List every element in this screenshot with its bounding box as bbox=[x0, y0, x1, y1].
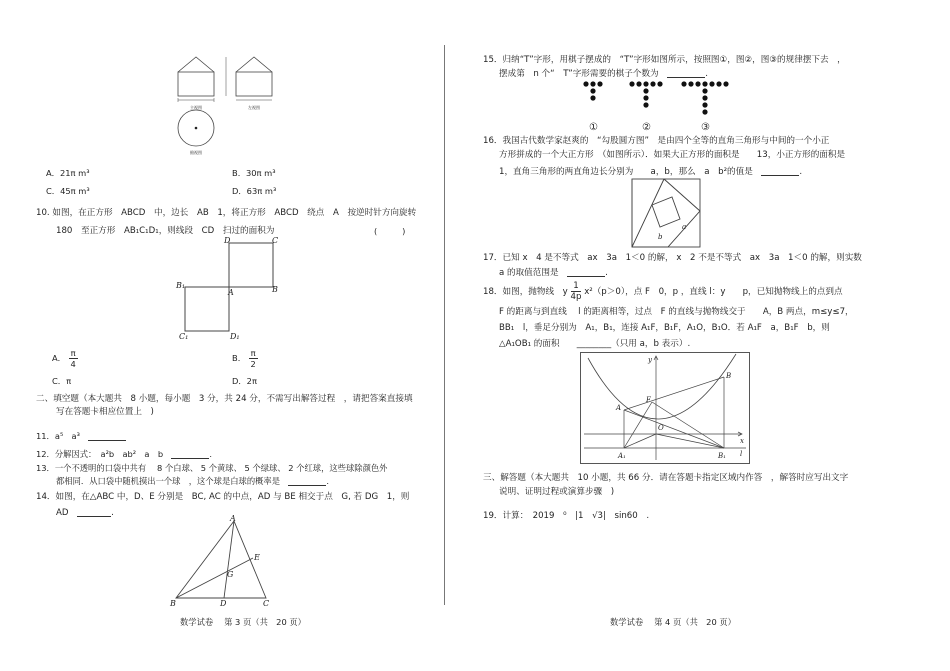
q10-option-a-den: 4 bbox=[70, 359, 76, 369]
q19: 19．计算： 2019 ⁰ |1 √3| sin60 . bbox=[483, 511, 650, 521]
q13-line2: 都相同．从口袋中随机摸出一个球 ，这个球是白球的概率是 . bbox=[56, 476, 329, 486]
q14-line1: 14．如图，在△ABC 中，D、E 分别是 BC, AC 的中点，AD 与 BE 相交于点 G, 若 DG 1，则 bbox=[36, 492, 410, 502]
label-G: G bbox=[227, 570, 234, 579]
q14-answer-blank bbox=[77, 507, 111, 517]
label-C: C bbox=[263, 599, 270, 608]
label-B: B bbox=[170, 599, 176, 608]
rotated-square-figure bbox=[176, 234, 286, 342]
t-shape-3-label: ③ bbox=[701, 122, 710, 133]
page-divider bbox=[444, 45, 445, 605]
label-A1: A₁ bbox=[618, 452, 626, 460]
label-B: B bbox=[272, 285, 278, 294]
page-4-footer: 数学试卷 第 4 页（共 20 页） bbox=[610, 617, 736, 627]
label-C1: C₁ bbox=[179, 332, 189, 341]
q9-option-c: C．45π m³ bbox=[46, 186, 90, 196]
label-y: y bbox=[648, 356, 652, 364]
q18-den: 4p bbox=[570, 292, 582, 302]
top-view-label: 俯视图 bbox=[190, 150, 202, 155]
label-F: F bbox=[646, 396, 651, 404]
q13-answer-blank bbox=[288, 476, 326, 486]
label-B1: B₁ bbox=[718, 452, 726, 460]
section3-line1: 三、解答题（本大题共 10 小题，共 66 分．请在答题卡指定区域内作答 ，解答时应写出文字 bbox=[483, 473, 849, 483]
parabola-figure bbox=[580, 352, 750, 464]
q15-line2-text: 摆成第 n 个“ T”字形需要的棋子个数为 bbox=[499, 69, 659, 79]
q17-line2-text: a 的取值范围是 bbox=[499, 268, 559, 278]
page-3 bbox=[0, 0, 440, 671]
section2-line1: 二、填空题（本大题共 8 小题，每小题 3 分，共 24 分，不需写出解答过程 ，请把答案直接填 bbox=[36, 394, 413, 404]
label-D: D bbox=[220, 599, 227, 608]
label-A: A bbox=[228, 288, 234, 297]
q10-option-a-fraction bbox=[69, 348, 78, 369]
label-D: D bbox=[224, 236, 231, 245]
q9-option-d: D．63π m³ bbox=[232, 186, 277, 196]
q18-line1 bbox=[483, 281, 843, 302]
q15-line1: 15．归纳“T”字形，用棋子摆成的 “T”字形如图所示，按照图①，图②，图③的规律摆下去 ， bbox=[483, 55, 846, 65]
label-D1: D₁ bbox=[230, 332, 240, 341]
t-shape-figure bbox=[580, 78, 730, 134]
section2-line2: 写在答题卡相应位置上 ) bbox=[56, 407, 154, 417]
label-x: x bbox=[740, 437, 744, 445]
q13-line2-text: 都相同．从口袋中随机摸出一个球 ，这个球是白球的概率是 bbox=[56, 476, 281, 486]
label-O: O bbox=[658, 424, 664, 432]
q12: 12．分解因式： a²b ab² a b . bbox=[36, 449, 213, 459]
q10-option-b bbox=[232, 348, 258, 369]
q17-line1: 17．已知 x 4 是不等式 ax 3a 1＜0 的解， x 2 不是不等式 ax 3a 1＜0 的解，则实数 bbox=[483, 253, 862, 263]
q10-answer-paren: ( ) bbox=[374, 226, 406, 236]
q10-option-b-fraction bbox=[249, 348, 258, 369]
q11 bbox=[36, 431, 126, 442]
q18-post: x²（p＞0），点 F 0，p ，直线 l：y p，已知抛物线上的点到点 bbox=[584, 287, 843, 297]
q16-line3: 1，直角三角形的两直角边长分别为 a，b，那么 a b²的值是 . bbox=[499, 167, 803, 177]
q10-option-c: C．π bbox=[52, 376, 72, 386]
q10-option-a-num: π bbox=[70, 348, 76, 358]
label-a: a bbox=[682, 223, 687, 231]
q11-text: 11．a⁵ a³ bbox=[36, 431, 80, 441]
page-3-footer: 数学试卷 第 3 页（共 20 页） bbox=[180, 617, 306, 627]
q10-line2: 180 至正方形 AB₁C₁D₁，则线段 CD 扫过的面积为 bbox=[56, 226, 275, 236]
side-view-label: 左视图 bbox=[248, 105, 260, 110]
q16-line2: 方形拼成的一个大正方形 （如图所示）．如果大正方形的面积是 13，小正方形的面积是 bbox=[499, 150, 846, 160]
t-shape-1-label: ① bbox=[589, 122, 598, 133]
q16-answer-blank bbox=[761, 166, 799, 176]
q17-line2: a 的取值范围是 . bbox=[499, 268, 608, 278]
front-view-label: 主视图 bbox=[190, 105, 202, 110]
q10-line1: 10. 如图，在正方形 ABCD 中，边长 AB 1，将正方形 ABCD 绕点 A 按逆时针方向旋转 bbox=[36, 208, 417, 218]
q11-answer-blank bbox=[88, 431, 126, 441]
label-B1: B₁ bbox=[176, 281, 186, 290]
q10-option-b-label: B． bbox=[232, 353, 246, 363]
section3-line2: 说明、证明过程或演算步骤 ) bbox=[499, 487, 615, 497]
q18-pre: 18．如图，抛物线 y bbox=[483, 287, 568, 297]
label-B: B bbox=[726, 372, 732, 380]
q15-line2: 摆成第 n 个“ T”字形需要的棋子个数为 . bbox=[499, 69, 708, 79]
triangle-figure bbox=[168, 514, 276, 608]
q17-answer-blank bbox=[567, 267, 605, 277]
q10-option-b-den: 2 bbox=[250, 359, 256, 369]
q13-line1: 13．一个不透明的口袋中共有 8 个白球、 5 个黄球、 5 个绿球、 2 个红球，这些球除颜色外 bbox=[36, 463, 388, 473]
label-A: A bbox=[616, 404, 622, 412]
q16-line1: 16．我国古代数学家赵爽的 “勾股圆方图” 是由四个全等的直角三角形与中间的一个小正 bbox=[483, 136, 830, 146]
q10-option-b-num: π bbox=[250, 348, 256, 358]
t-shape-2-label: ② bbox=[642, 122, 651, 133]
label-b: b bbox=[658, 233, 663, 241]
q9-option-b: B．30π m³ bbox=[232, 168, 276, 178]
three-view-figure bbox=[170, 52, 280, 164]
q15-answer-blank bbox=[667, 68, 705, 78]
q18-num: 1 bbox=[571, 281, 582, 292]
label-E: E bbox=[254, 553, 260, 562]
q10-option-d: D．2π bbox=[232, 376, 257, 386]
zhao-shuang-figure bbox=[630, 177, 702, 249]
q12-text: 12．分解因式： a²b ab² a b bbox=[36, 449, 164, 459]
q14-line2: AD . bbox=[56, 508, 114, 518]
q10-option-a bbox=[52, 348, 78, 369]
q18-line3: BB₁ l，垂足分别为 A₁，B₁，连接 A₁F，B₁F，A₁O，B₁O．若 A₁F a，B₁F b，则 bbox=[499, 323, 830, 333]
q12-answer-blank bbox=[171, 449, 209, 459]
label-A: A bbox=[230, 514, 236, 523]
q18-line4: △A₁OB₁ 的面积 ________（只用 a，b 表示）. bbox=[499, 339, 691, 349]
q16-line3-text: 1，直角三角形的两直角边长分别为 a，b，那么 a b²的值是 bbox=[499, 167, 753, 177]
q18-line2: F 的距离与到直线 l 的距离相等，过点 F 的直线与抛物线交于 A，B 两点，m≤y≤7， bbox=[499, 307, 854, 317]
label-C: C bbox=[272, 236, 279, 245]
page-4 bbox=[450, 0, 950, 671]
q9-option-a: A．21π m³ bbox=[46, 168, 90, 178]
q10-option-a-label: A． bbox=[52, 353, 66, 363]
q18-fraction bbox=[571, 281, 582, 302]
label-l: l bbox=[740, 450, 743, 458]
q14-line2-text: AD bbox=[56, 508, 69, 518]
